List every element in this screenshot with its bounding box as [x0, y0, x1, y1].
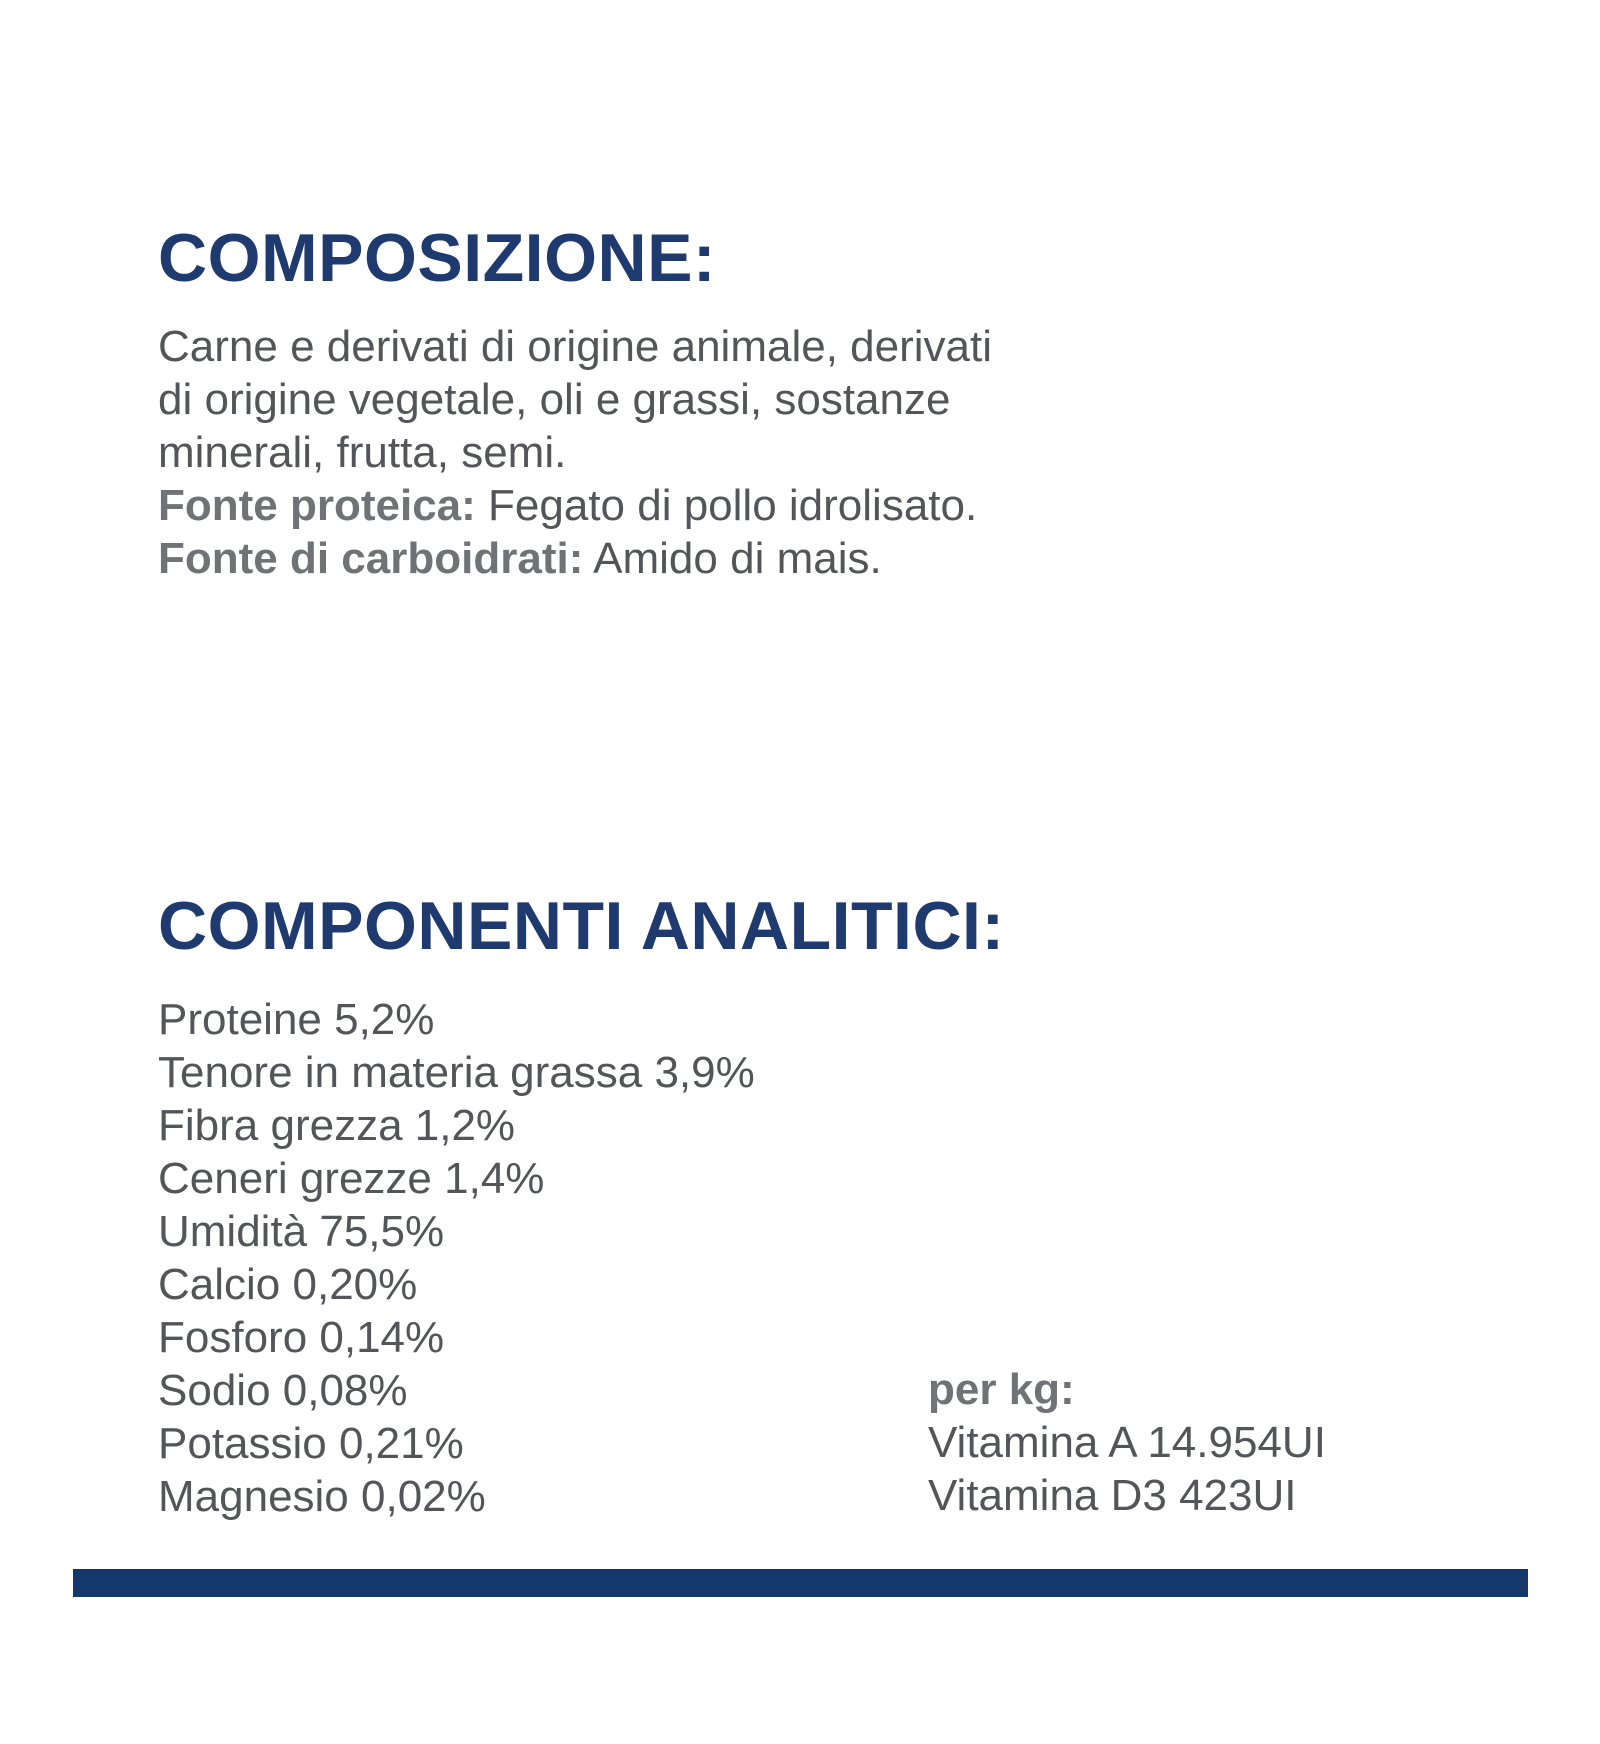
- analytical-item: Fibra grezza 1,2%: [158, 1101, 516, 1150]
- analytical-item: Magnesio 0,02%: [158, 1472, 486, 1521]
- analytical-components-list: [158, 993, 755, 1523]
- composition-line: di origine vegetale, oli e grassi, sostanze: [158, 375, 951, 424]
- analytical-item: Proteine 5,2%: [158, 995, 435, 1044]
- carb-source-line: [158, 532, 992, 585]
- analytical-item: Potassio 0,21%: [158, 1419, 464, 1468]
- composition-line: Carne e derivati di origine animale, derivati: [158, 322, 992, 371]
- protein-source-line: [158, 479, 992, 532]
- carb-source-value: Amido di mais.: [593, 534, 882, 583]
- vitamin-a-value: Vitamina A 14.954UI: [928, 1418, 1326, 1467]
- analytical-item: Ceneri grezze 1,4%: [158, 1154, 545, 1203]
- analytical-item: Umidità 75,5%: [158, 1207, 445, 1256]
- analytical-components-heading: COMPONENTI ANALITICI:: [158, 888, 1005, 964]
- analytical-item: Tenore in materia grassa 3,9%: [158, 1048, 755, 1097]
- analytical-item: Calcio 0,20%: [158, 1260, 418, 1309]
- analytical-item: Sodio 0,08%: [158, 1366, 408, 1415]
- analytical-item: Fosforo 0,14%: [158, 1313, 445, 1362]
- vitamin-d3-value: Vitamina D3 423UI: [928, 1471, 1297, 1520]
- bottom-divider-bar: [73, 1569, 1528, 1597]
- protein-source-label: Fonte proteica:: [158, 481, 476, 530]
- per-kg-label: per kg:: [928, 1365, 1075, 1414]
- composition-line: minerali, frutta, semi.: [158, 428, 567, 477]
- per-kg-block: [928, 1363, 1326, 1522]
- carb-source-label: Fonte di carboidrati:: [158, 534, 584, 583]
- composition-heading: COMPOSIZIONE:: [158, 220, 717, 296]
- protein-source-value: Fegato di pollo idrolisato.: [488, 481, 978, 530]
- composition-body: [158, 320, 992, 585]
